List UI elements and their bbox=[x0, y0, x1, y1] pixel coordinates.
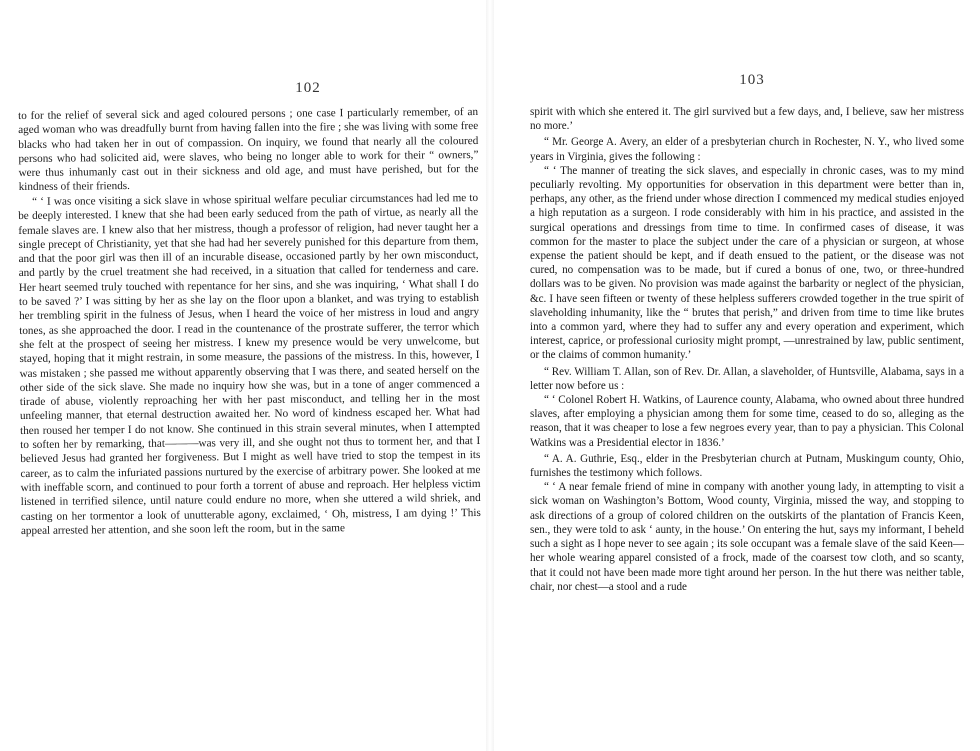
right-paragraph-6: “ A. A. Guthrie, Esq., elder in the Presbyterian church at Putnam, Muskingum county, Ohio, furnishes the testimony which follows. bbox=[530, 452, 964, 480]
right-paragraph-2: “ Mr. George A. Avery, an elder of a presbyterian church in Rochester, N. Y., who lived some years in Virginia, gives the following : bbox=[530, 136, 964, 163]
right-page bbox=[490, 0, 980, 751]
right-paragraph-7: “ ‘ A near female friend of mine in company with another young lady, in attempting to visit a sick woman on Washington’s Bottom, Wood county, Virginia, missed the way, and stopping to ask directions of a group of colored children on the outskirts of the plantation of Francis Keen, sen., they were told to ask ‘ aunty, in the house.’ On entering the hut, says my informant, I beheld such a sight as I hope never to see again ; its sole occupant was a female slave of the said Keen—her whole wearing apparel consisted of a frock, made of the coarsest tow cloth, and so scanty, that it could not have been made more tight around her person. In the hut there was neither table, chair, nor chest—a stool and a rude bbox=[530, 481, 964, 593]
left-paragraph-1: to for the relief of several sick and aged coloured persons ; one case I particularly remember, of an aged woman who was dreadfully burnt from having fallen into the fire ; she was living with some free blacks who had taken her in out of compassion. On inquiry, we found that nearly all the coloured persons who had solicited aid, were slaves, who being no longer able to work for their “ owners,” were thus inhumanly cast out in their sickness and old age, and must have perished, but for the kindness of their friends. bbox=[18, 105, 479, 194]
right-paragraph-3: “ ‘ The manner of treating the sick slaves, and especially in chronic cases, was to my mind peculiarly revolting. My opportunities for observation in this department were better than in, perhaps, any other, as the friend under whose direction I commenced my medical studies enjoyed a high reputation as a surgeon. I rode considerably with him in his practice, and assisted in the surgical operations and dressings from time to time. In confirmed cases of disease, it was common for the master to place the subject under the care of a physician or surgeon, at whose expense the patient should be kept, and if death ensued to the patient, or the disease was not cured, no compensation was to be made, but if cured a bonus of one, two, or three-hundred dollars was to be given. No provision was made against the barbarity or neglect of the physician, &c. I have seen fifteen or twenty of these helpless sufferers crowded together in the true spirit of slaveholding inhumanity, like the “ brutes that perish,” and driven from time to time like brutes into a common yard, where they had to suffer any and every operation and experiment, which interest, caprice, or professional curiosity might prompt, —unrestrained by law, public sentiment, or the claims of common humanity.’ bbox=[530, 164, 964, 362]
page-number-right: 103 bbox=[739, 72, 765, 88]
right-paragraph-1: spirit with which she entered it. The girl survived but a few days, and, I believe, saw her mistress no more.’ bbox=[530, 106, 964, 133]
right-paragraph-5: “ ‘ Colonel Robert H. Watkins, of Laurence county, Alabama, who owned about three hundred slaves, after employing a physician among them for some time, ceased to do so, alleging as the reason, that it was cheaper to lose a few negroes every year, than to pay a physician. This Colonal Watkins was a Presidential elector in 1836.’ bbox=[530, 394, 964, 449]
left-paragraph-2: “ ‘ I was once visiting a sick slave in whose spiritual welfare peculiar circumstances had led me to be deeply interested. I knew that she had been early seduced from the path of virtue, as nearly all the female slaves are. I knew also that her mistress, though a professor of religion, had never taught her a single precept of Christianity, yet that she had had her severely punished for this departure from them, and that the poor girl was then ill of an incurable disease, occasioned partly by her own misconduct, and partly by the cruel treatment she had received, in a situation that called for tenderness and care. Her heart seemed truly touched with repentance for her sins, and she was inquiring, ‘ What shall I do to be saved ?’ I was sitting by her as she lay on the floor upon a blanket, and was trying to establish her trembling spirit in the fulness of Jesus, when I heard the voice of her mistress in loud and angry tones, as she approached the door. I read in the countenance of the prostrate sufferer, the terror which she felt at the prospect of seeing her mistress. I knew my presence would be very unwelcome, but stayed, hoping that it might restrain, in some measure, the passions of the mistress. In this, however, I was mistaken ; she passed me without apparently observing that I was there, and seated herself on the other side of the sick slave. She made no inquiry how she was, but in a tone of anger commenced a tirade of abuse, violently reproaching her with her past misconduct, and telling her in the most unfeeling manner, that eternal destruction awaited her. No word of kindness escaped her. What had then roused her temper I do not know. She continued in this strain several minutes, when I attempted to soften her by remarking, that———was very ill, and she ought not thus to torment her, and that I believed Jesus had granted her forgiveness. But I might as well have tried to stop the tempest in its career, as to calm the infuriated passions nurtured by the exercise of arbitrary power. She looked at me with ineffable scorn, and continued to pour forth a torrent of abuse and reproach. Her helpless victim listened in terrified silence, until nature could endure no more, when she uttered a wild shriek, and casting on her tormentor a look of unutterable agony, exclaimed, ‘ Oh, mistress, I am dying !’ This appeal arrested her attention, and she soon left the room, but in the same bbox=[18, 191, 481, 537]
page-number-left: 102 bbox=[295, 80, 321, 96]
right-paragraph-4: “ Rev. William T. Allan, son of Rev. Dr. Allan, a slaveholder, of Huntsville, Alabama, says in a letter now before us : bbox=[530, 365, 964, 392]
